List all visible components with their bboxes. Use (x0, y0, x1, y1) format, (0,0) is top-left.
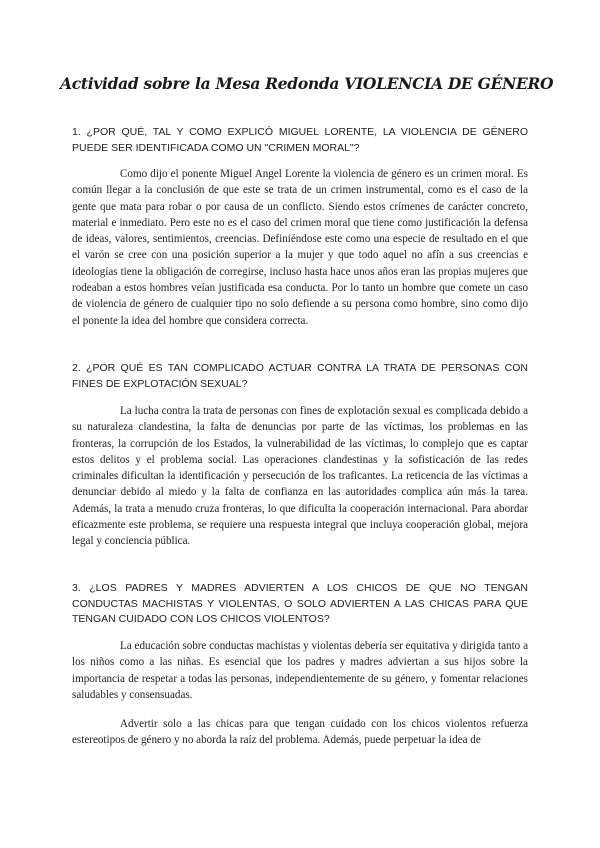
question-1: 1. ¿POR QUÉ, TAL Y COMO EXPLICÓ MIGUEL LORENTE, LA VIOLENCIA DE GÉNERO PUEDE SER IDENTIFICADA COMO UN "CRIMEN MORAL"? (72, 126, 528, 154)
answer-3-paragraph-2: Advertir solo a las chicas para que tengan cuidado con los chicos violentos refuerza estereotipos de género y no aborda la raíz del problema. Además, puede perpetuar la idea de (72, 718, 528, 747)
question-3: 3. ¿LOS PADRES Y MADRES ADVIERTEN A LOS CHICOS DE QUE NO TENGAN CONDUCTAS MACHISTAS Y VIOLENTAS, O SOLO ADVIERTEN A LAS CHICAS PARA QUE TENGAN CUIDADO CON LOS CHICOS VIOLENTOS? (72, 582, 528, 625)
answer-1-paragraph-1: Como dijo el ponente Miguel Angel Lorente la violencia de género es un crimen moral. Es común llegar a la conclusión de que este se trata de un crimen instrumental, como es el caso de la gente que mata para robar o por causa de un conflicto. Siendo estos crímenes de carácter concreto, material e inmediato. Pero este no es el caso del crimen moral que tiene como justificación la defensa de ideas, valores, sentimientos, creencias. Definiéndose este como una especie de resultado en el que el varón se cree con una posición superior a la mujer y que todo aquel no afín a sus creencias e ideologías tiene la obligación de corregirse, incluso hasta hace unos años eran las propias mujeres que rodeaban a estos hombres veían justificada esa conducta. Por lo tanto un hombre que comete un caso de violencia de género de cualquier tipo no solo defiende a su persona como hombre, sino como dijo el ponente la idea del hombre que considera correcta. (72, 168, 528, 327)
question-2: 2. ¿POR QUÉ ES TAN COMPLICADO ACTUAR CONTRA LA TRATA DE PERSONAS CON FINES DE EXPLOTACIÓN SEXUAL? (72, 362, 528, 390)
answer-3-paragraph-1: La educación sobre conductas machistas y violentas debería ser equitativa y dirigida tanto a los niños como a las niñas. Es esencial que los padres y madres adviertan a sus hijos sobre la importancia de respetar a todas las personas, independientemente de su género, y fomentar relaciones saludables y consensuadas. (72, 640, 528, 701)
document-title: Actividad sobre la Mesa Redonda VIOLENCIA DE GÉNERO (60, 74, 554, 93)
answer-2-paragraph-1: La lucha contra la trata de personas con fines de explotación sexual es complicada debido a su naturaleza clandestina, la falta de denuncias por parte de las víctimas, los problemas en las fronteras, la corrupción de los Estados, la vulnerabilidad de las víctimas, lo complejo que es captar estos delitos y el problema social. Las operaciones clandestinas y la sofisticación de las redes criminales dificultan la identificación y persecución de los traficantes. La reticencia de las víctimas a denunciar debido al miedo y la falta de confianza en las autoridades complica aún más la tarea. Además, la trata a menudo cruza fronteras, lo que dificulta la cooperación internacional. Para abordar eficazmente este problema, se requiere una respuesta integral que incluya cooperación global, mejora legal y conciencia pública. (72, 405, 528, 548)
